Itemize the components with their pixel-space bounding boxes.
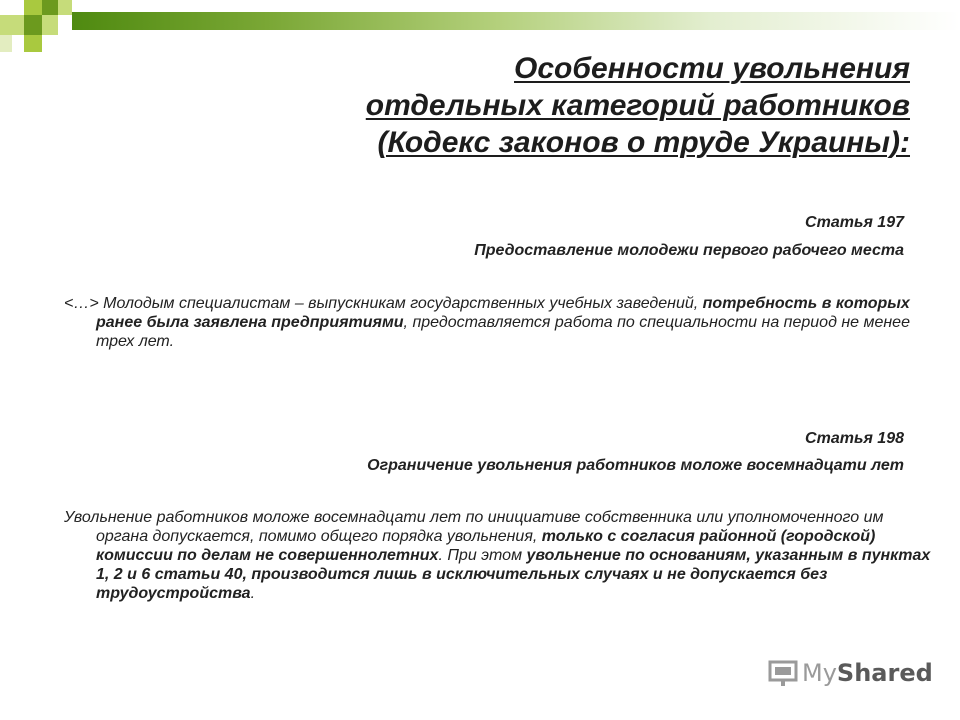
title-line-3: (Кодекс законов о труде Украины):: [377, 126, 910, 159]
article-198-number: Статья 198: [805, 430, 904, 447]
slide-title: [210, 50, 910, 161]
article-197-text-start: <…> Молодым специалистам – выпускникам государственных учебных заведений,: [64, 295, 703, 312]
article-198-text: [64, 508, 936, 603]
article-198-text-bold-2: увольнение по основаниям, указанным в пунктах 1, 2 и 6 статьи 40, производится лишь в исключительных случаях и не допускается без трудоустройства: [96, 547, 931, 602]
header-gradient-bar: [72, 12, 960, 30]
article-198-heading: Ограничение увольнения работников моложе восемнадцати лет: [367, 457, 904, 474]
myshared-watermark: [768, 656, 933, 690]
article-197-heading: Предоставление молодежи первого рабочего места: [474, 242, 904, 259]
title-line-2: отдельных категорий работников: [365, 89, 910, 122]
decor-square: [24, 35, 42, 52]
decor-square: [24, 15, 42, 35]
article-197-text: [64, 294, 936, 351]
article-198-text-start: Увольнение работников моложе восемнадцати лет по инициативе собственника или уполномоченного им органа допускается, помимо общего порядка увольнения,: [64, 509, 884, 545]
article-197-number: Статья 197: [805, 214, 904, 231]
decor-square: [42, 15, 58, 35]
decor-square: [0, 35, 12, 52]
presentation-icon: [768, 658, 798, 688]
article-197-text-end: , предоставляется работа по специальности на период не менее трех лет.: [96, 314, 910, 350]
decor-square: [58, 0, 72, 15]
article-198-text-mid: . При этом: [438, 547, 527, 564]
article-198-text-end: .: [250, 585, 256, 602]
watermark-my: My: [802, 659, 837, 687]
article-197-text-bold: потребность в которых ранее была заявлена предприятиями: [96, 295, 910, 331]
decor-square: [24, 0, 42, 15]
decor-square: [42, 0, 58, 15]
decor-square: [0, 15, 24, 35]
watermark-shared: Shared: [836, 659, 933, 687]
article-198-text-bold: только с согласия районной (городской) комиссии по делам не совершеннолетних: [96, 528, 876, 564]
title-line-1: Особенности увольнения: [514, 52, 910, 85]
